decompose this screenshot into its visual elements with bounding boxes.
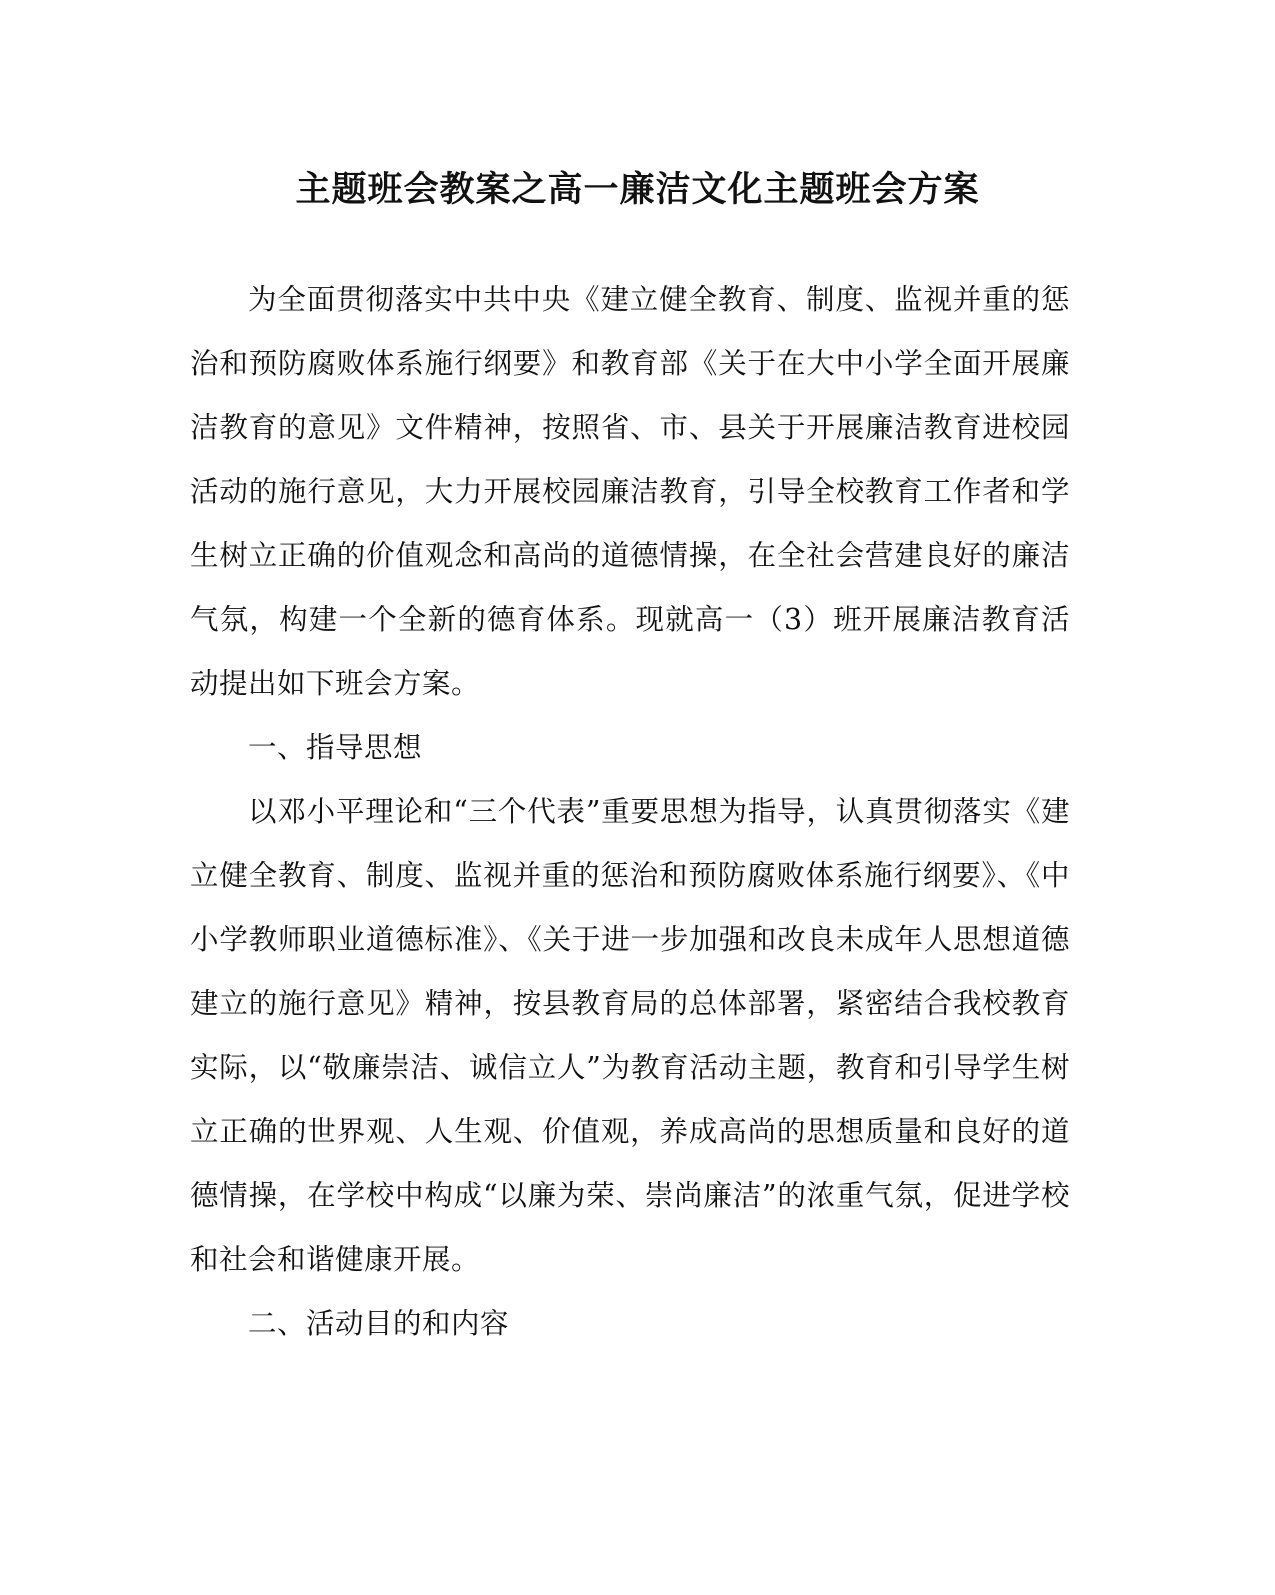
document-body [190, 268, 1070, 1356]
guiding-thought-paragraph: 以邓小平理论和“三个代表”重要思想为指导，认真贯彻落实《建立健全教育、制度、监视并重的惩治和预防腐败体系施行纲要》、《中小学教师职业道德标准》、《关于进一步加强和改良未成年人思想道德建立的施行意见》精神，按县教育局的总体部署，紧密结合我校教育实际，以“敬廉崇洁、诚信立人”为教育活动主题，教育和引导学生树立正确的世界观、人生观、价值观，养成高尚的思想质量和良好的道德情操，在学校中构成“以廉为荣、崇尚廉洁”的浓重气氛，促进学校和社会和谐健康开展。 [190, 795, 1070, 1276]
intro-paragraph: 为全面贯彻落实中共中央《建立健全教育、制度、监视并重的惩治和预防腐败体系施行纲要》和教育部《关于在大中小学全面开展廉洁教育的意见》文件精神，按照省、市、县关于开展廉洁教育进校园活动的施行意见，大力开展校园廉洁教育，引导全校教育工作者和学生树立正确的价值观念和高尚的道德情操，在全社会营建良好的廉洁气氛，构建一个全新的德育体系。现就高一（3）班开展廉洁教育活动提出如下班会方案。 [190, 283, 1070, 700]
section-heading-goals-content: 二、活动目的和内容 [248, 1307, 510, 1340]
document-title: 主题班会教案之高一廉洁文化主题班会方案 [295, 169, 980, 210]
section-heading-guiding-thought: 一、指导思想 [248, 731, 423, 764]
